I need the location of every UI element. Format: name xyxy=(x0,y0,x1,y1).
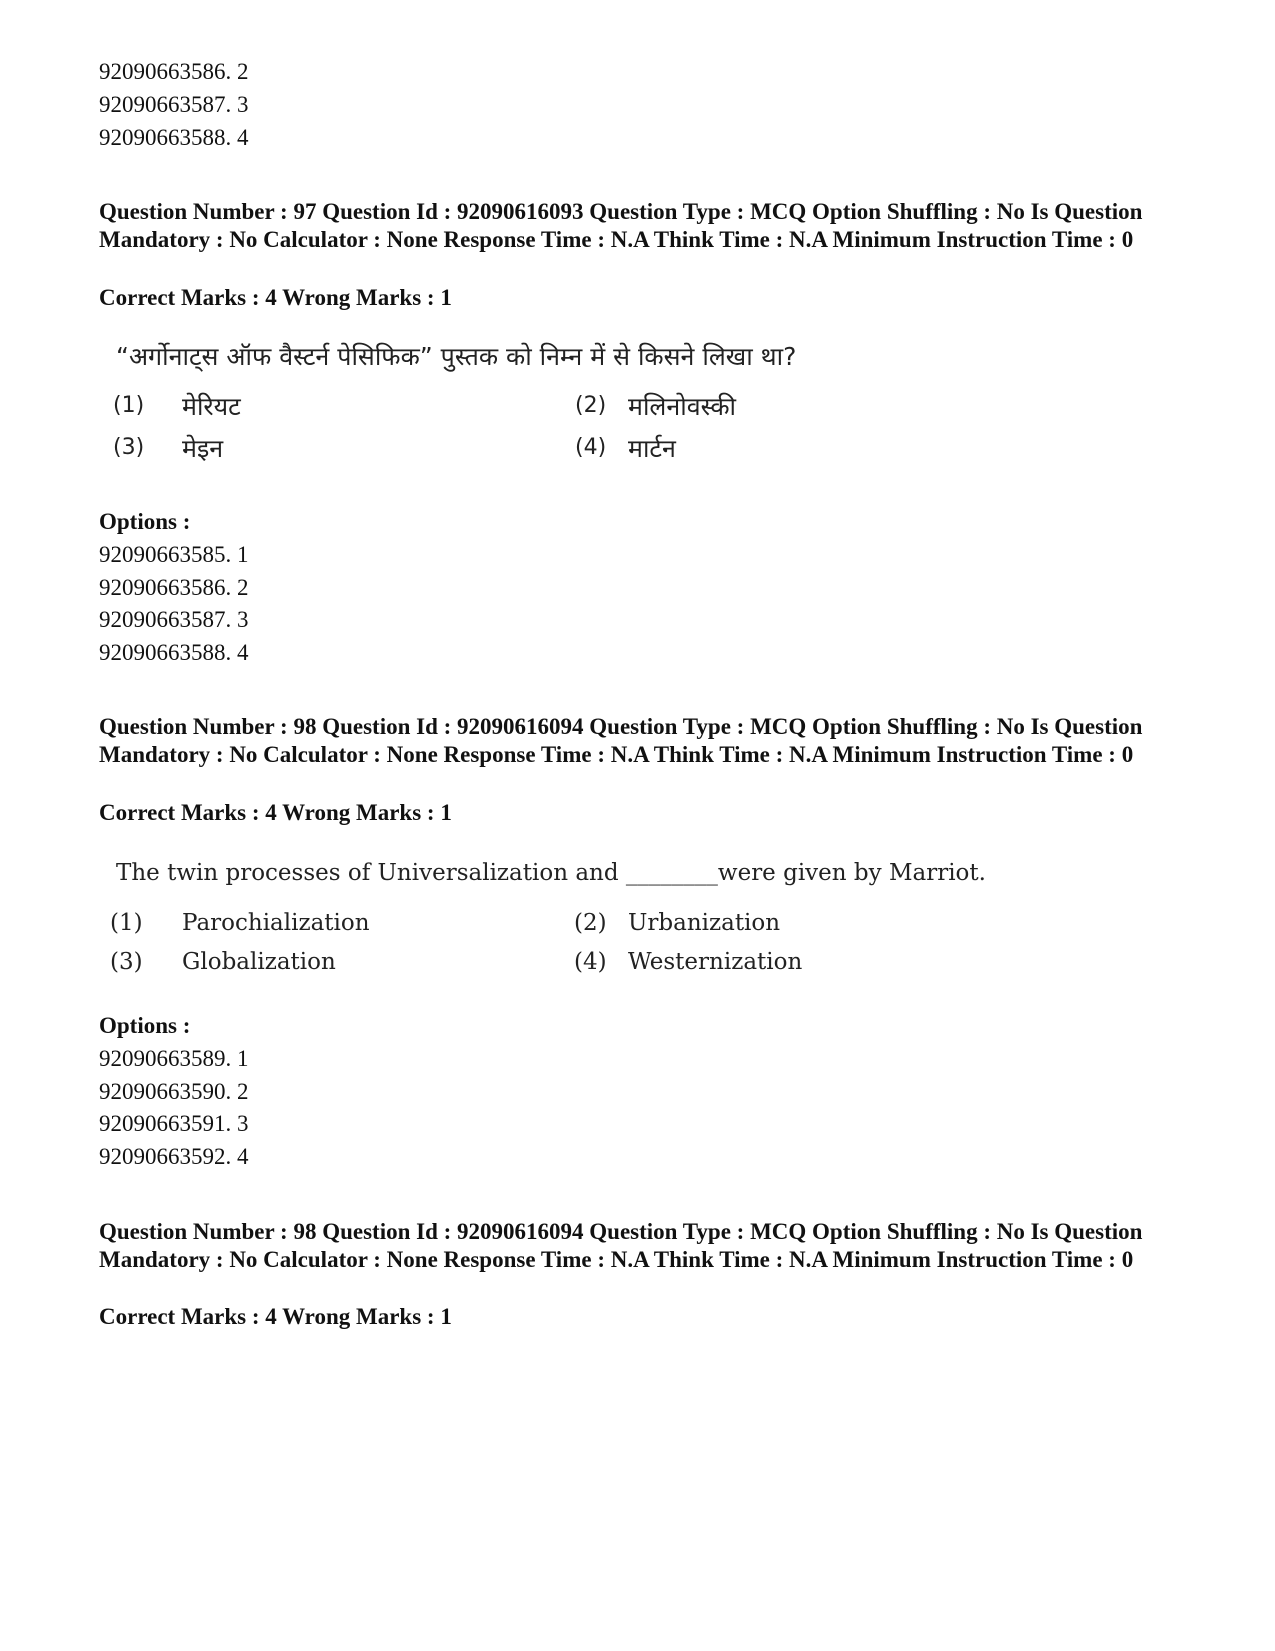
question-header: Question Number : 98 Question Id : 92090616094 Question Type : MCQ Option Shuffling : No Is Question Mandatory : No Calculator : None Response Time : N.A Think Time : N.A Minimum Instruction Time : 0 xyxy=(99,714,1143,767)
question-image xyxy=(110,860,1010,990)
choice-number: (1) xyxy=(113,393,145,418)
choice-text: मलिनोवस्की xyxy=(628,392,737,421)
option-line: 92090663587. 3 xyxy=(99,607,249,632)
choice-text: मार्टन xyxy=(628,434,676,463)
choice-number: (2) xyxy=(574,910,607,936)
choice-number: (1) xyxy=(110,910,143,936)
option-line: 92090663586. 2 xyxy=(99,575,249,600)
stem-text: The twin processes of Universalization and xyxy=(116,860,619,886)
choice-text: Westernization xyxy=(628,949,803,975)
choice-number: (2) xyxy=(575,393,607,418)
option-line: 92090663592. 4 xyxy=(99,1144,249,1169)
choice-text: Globalization xyxy=(182,949,336,975)
option-line: 92090663591. 3 xyxy=(99,1111,249,1136)
choice-number: (4) xyxy=(575,435,607,460)
choice-text: Urbanization xyxy=(628,910,781,936)
choice-text: मेइन xyxy=(182,434,224,463)
option-line: 92090663588. 4 xyxy=(99,640,249,665)
question-image xyxy=(110,335,1010,475)
marks-line: Correct Marks : 4 Wrong Marks : 1 xyxy=(99,285,452,310)
choice-text: Parochialization xyxy=(182,910,370,936)
choice-number: (3) xyxy=(110,949,143,975)
option-line: 92090663586. 2 xyxy=(99,59,249,84)
question-header: Question Number : 98 Question Id : 92090616094 Question Type : MCQ Option Shuffling : No Is Question Mandatory : No Calculator : None Response Time : N.A Think Time : N.A Minimum Instruction Time : 0 xyxy=(99,1219,1143,1272)
question-header: Question Number : 97 Question Id : 92090616093 Question Type : MCQ Option Shuffling : No Is Question Mandatory : No Calculator : None Response Time : N.A Think Time : N.A Minimum Instruction Time : 0 xyxy=(99,199,1143,252)
option-line: 92090663589. 1 xyxy=(99,1046,249,1071)
option-line: 92090663588. 4 xyxy=(99,125,249,150)
stem-text: were given by Marriot. xyxy=(717,860,986,886)
option-line: 92090663587. 3 xyxy=(99,92,249,117)
option-line: 92090663585. 1 xyxy=(99,542,249,567)
marks-line: Correct Marks : 4 Wrong Marks : 1 xyxy=(99,1304,452,1329)
marks-line: Correct Marks : 4 Wrong Marks : 1 xyxy=(99,800,452,825)
choice-number: (4) xyxy=(574,949,607,975)
options-label: Options : xyxy=(99,509,191,534)
stem-blank: ________ xyxy=(625,860,718,886)
choice-number: (3) xyxy=(113,435,145,460)
options-label: Options : xyxy=(99,1013,191,1038)
option-line: 92090663590. 2 xyxy=(99,1079,249,1104)
question-stem: “अर्गोनाट्स ऑफ वैस्टर्न पेसिफिक” पुस्तक को निम्न में से किसने लिखा था? xyxy=(116,342,797,371)
question-stem xyxy=(116,860,986,886)
choice-text: मेरियट xyxy=(182,392,241,421)
